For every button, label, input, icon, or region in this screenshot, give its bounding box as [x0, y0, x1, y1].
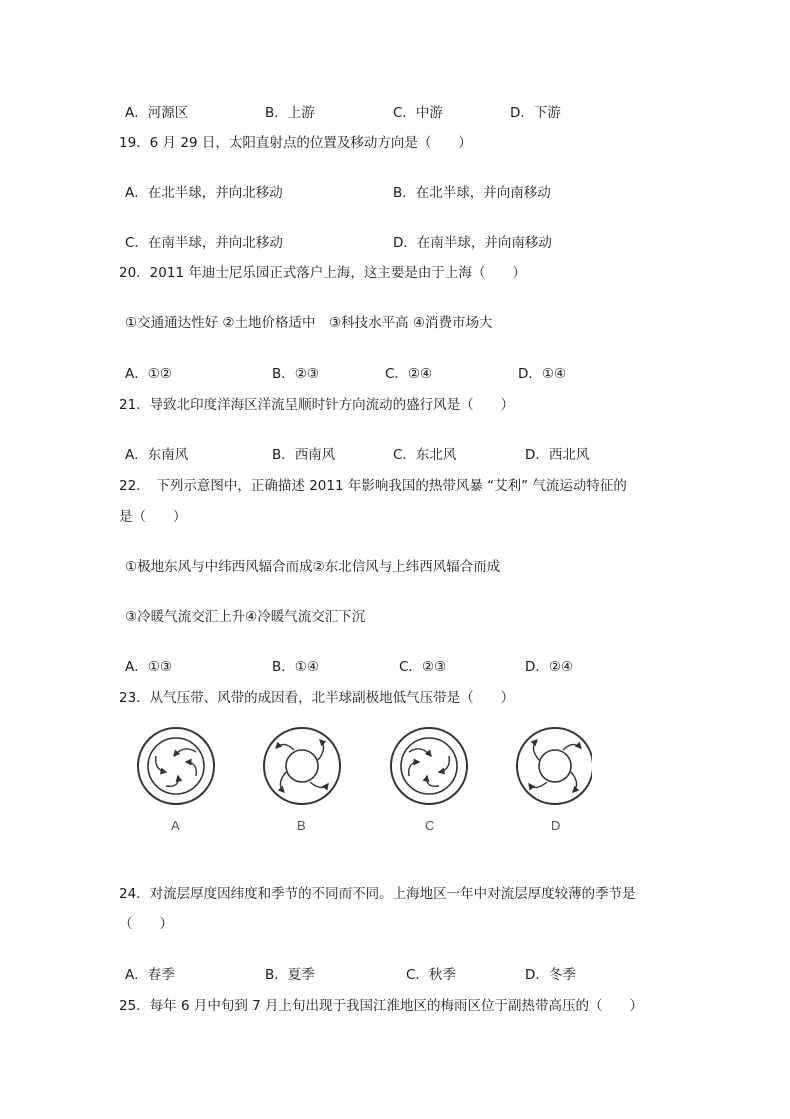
figure-label-b: B: [297, 818, 306, 833]
diagram-c: [391, 728, 467, 804]
q22-option-d: D．②④: [525, 659, 574, 675]
q22-option-b: B．①④: [272, 659, 319, 675]
q24-option-d: D．冬季: [525, 967, 576, 983]
q20-option-b: B．②③: [272, 366, 319, 382]
q22-statement-2: ③冷暖气流交汇上升④冷暖气流交汇下沉: [125, 609, 366, 625]
q23-figure: [132, 722, 592, 842]
q20-statement: ①交通通达性好 ②土地价格适中 ③科技水平高 ④消费市场大: [125, 315, 493, 331]
q21-stem: 21．导致北印度洋海区洋流呈顺时针方向流动的盛行风是（ ）: [119, 397, 515, 413]
q19-option-a: A．在北半球，并向北移动: [125, 185, 283, 201]
q18-option-b: B．上游: [265, 105, 315, 121]
q19-option-d: D．在南半球，并向南移动: [393, 235, 552, 251]
q19-option-c: C．在南半球，并向北移动: [125, 235, 283, 251]
diagram-b: [264, 728, 340, 804]
q22-stem-line1: 22． 下列示意图中，正确描述 2011 年影响我国的热带风暴 “艾利” 气流运动特征的: [119, 478, 627, 494]
q19-stem: 19．6 月 29 日，太阳直射点的位置及移动方向是（ ）: [119, 135, 472, 151]
q18-option-c: C．中游: [393, 105, 443, 121]
q21-option-d: D．西北风: [525, 447, 590, 463]
q20-option-d: D．①④: [518, 366, 567, 382]
diagram-d: [517, 728, 592, 804]
q25-stem: 25．每年 6 月中旬到 7 月上旬出现于我国江淮地区的梅雨区位于副热带高压的（ ）: [119, 998, 644, 1014]
q22-stem-line2: 是（ ）: [119, 509, 187, 525]
q22-option-c: C．②③: [399, 659, 447, 675]
q20-option-a: A．①②: [125, 366, 172, 382]
q24-option-c: C．秋季: [406, 967, 456, 983]
q21-option-b: B．西南风: [272, 447, 336, 463]
q24-stem-line2: （ ）: [119, 916, 173, 932]
diagram-a: [138, 728, 214, 804]
q23-stem: 23．从气压带、风带的成因看，北半球副极地低气压带是（ ）: [119, 690, 515, 706]
q18-option-d: D．下游: [510, 105, 561, 121]
q18-option-a: A．河源区: [125, 105, 189, 121]
figure-label-d: D: [551, 818, 561, 833]
q20-option-c: C．②④: [385, 366, 433, 382]
q21-option-a: A．东南风: [125, 447, 189, 463]
q22-option-a: A．①③: [125, 659, 172, 675]
q19-option-b: B．在北半球，并向南移动: [393, 185, 551, 201]
q20-stem: 20．2011 年迪士尼乐园正式落户上海，这主要是由于上海（ ）: [119, 265, 526, 281]
q22-statement-1: ①极地东风与中纬西风辐合而成②东北信风与上纬西风辐合而成: [125, 559, 501, 575]
q24-option-b: B．夏季: [265, 967, 315, 983]
q24-option-a: A．春季: [125, 967, 175, 983]
figure-label-c: C: [425, 818, 435, 833]
figure-label-a: A: [171, 818, 180, 833]
q24-stem: 24．对流层厚度因纬度和季节的不同而不同。上海地区一年中对流层厚度较薄的季节是: [119, 886, 636, 902]
q21-option-c: C．东北风: [393, 447, 457, 463]
